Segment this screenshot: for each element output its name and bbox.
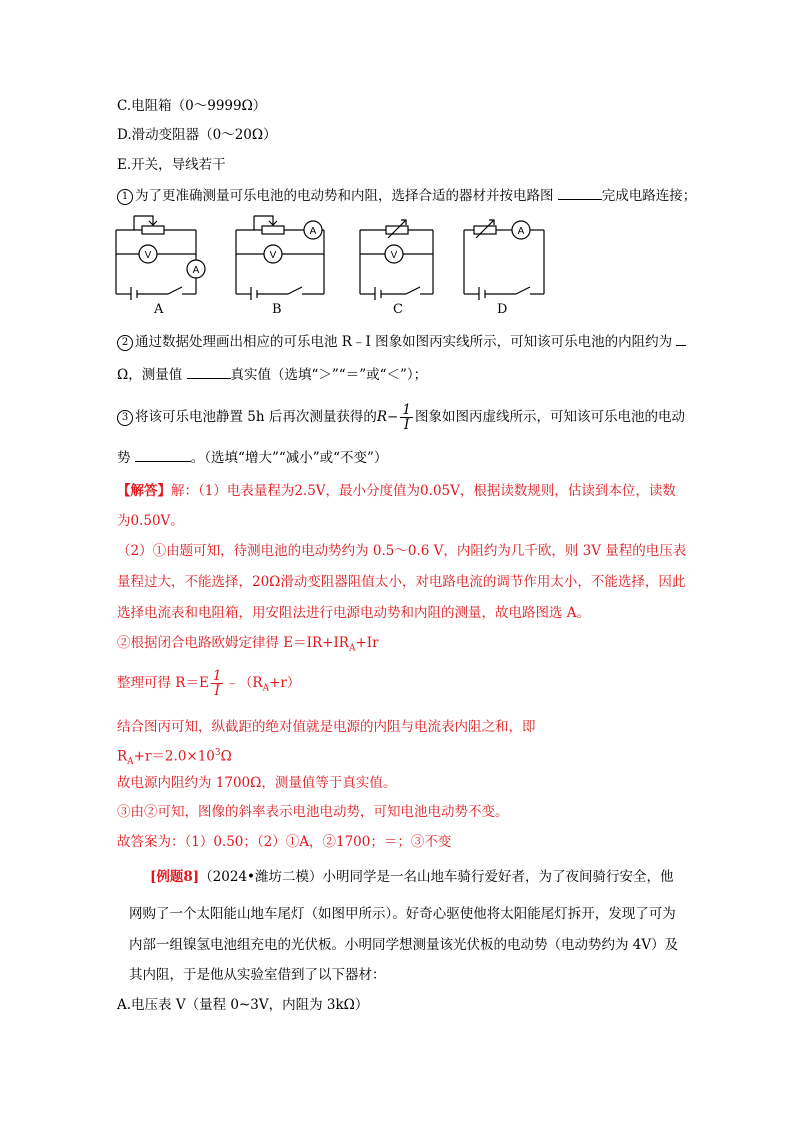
circled-number: 3 (117, 410, 133, 426)
q3-text: 将该可乐电池静置 5h 后再次测量获得的 (135, 409, 377, 425)
meter-label: V (390, 250, 398, 261)
formula-minus: − (387, 409, 399, 425)
question-2 (117, 333, 686, 351)
answer-p9: 故答案为：（1）0.50；（2）①A，②1700；＝；③不变 (117, 834, 452, 850)
answer-p8: ③由②可知，图像的斜率表示电池电动势，可知电池电动势不变。 (117, 804, 509, 820)
item-c: C.电阻箱（0～9999Ω） (117, 98, 267, 114)
q3-tail: 图象如图丙虚线所示，可知该可乐电池的电动 (414, 409, 685, 425)
formula-r: R (376, 409, 388, 425)
answer-p2a: （2）①由题可知，待测电池的电动势约为 0.5～0.6 V，内阻约为几千欧，则 3V 量程的电压表 (117, 543, 687, 559)
fraction: $\frac{1}{I}$ (402, 402, 411, 433)
answer-label: 【解答】 (117, 483, 171, 499)
fraction: $\frac{1}{I}$ (212, 668, 222, 699)
q2-line2b: 真实值（选填“＞”“＝”或“＜”）； (230, 367, 428, 383)
example-l4: 其内阻，于是他从实验室借到了以下器材： (129, 967, 386, 983)
circuit-label: B (272, 302, 282, 317)
circled-number: 1 (117, 189, 133, 205)
answer-p6: $R_A+r=2.0\times 10^3\Omega$ (117, 748, 232, 768)
q1-tail: 完成电路连接； (601, 188, 697, 204)
answer-p1a: 【解答】解：（1）电表量程为2.5V，最小分度值为0.05V，根据读数规则，估读到本位，读数 (117, 483, 676, 499)
answer-blank (558, 199, 602, 200)
q2-text: 通过数据处理画出相应的可乐电池 R﹣I 图象如图丙实线所示，可知该可乐电池的内阻约为 (135, 334, 673, 350)
question-2-line2 (117, 366, 427, 384)
example-l3: 内部一组镍氢电池组充电的光伏板。小明同学想测量该光伏板的电动势（电动势约为 4V）及 (129, 937, 679, 953)
rheostat-icon (262, 226, 284, 234)
rheostat-icon (142, 226, 164, 234)
example-l2: 网购了一个太阳能山地车尾灯（如图甲所示）。好奇心驱使他将太阳能尾灯拆开，发现了可为 (129, 906, 676, 922)
q3-line2a: 势 (117, 450, 131, 466)
circuit-label: C (393, 302, 403, 317)
answer-blank (187, 378, 231, 379)
question-3-line2 (117, 449, 387, 467)
circuit-d (464, 220, 544, 300)
example-l5: A.电压表 V（量程 0~3V，内阻为 3kΩ） (117, 997, 369, 1013)
item-e: E.开关，导线若干 (117, 157, 226, 173)
meter-label: A (192, 265, 200, 276)
meter-label: A (309, 226, 317, 237)
example-l1: [例题8]（2024•潍坊二模）小明同学是一名山地车骑行爱好者，为了夜间骑行安全，他 (150, 869, 674, 885)
answer-p5: 结合图丙可知，纵截距的绝对值就是电源的内阻与电流表内阻之和，即 (117, 719, 536, 735)
circuit-label: D (497, 302, 508, 317)
answer-p2c: 选择电流表和电阻箱，用安阻法进行电源电动势和内阻的测量，故电路图选 A。 (117, 605, 591, 621)
question-1 (117, 187, 696, 205)
resistance-box-icon (474, 226, 496, 234)
circled-number: 2 (117, 335, 133, 351)
answer-blank (676, 345, 686, 346)
circuit-diagrams (104, 214, 564, 300)
q1-text: 为了更准确测量可乐电池的电动势和内阻，选择合适的器材并按电路图 (135, 188, 554, 204)
question-3 (117, 403, 685, 432)
answer-p1b: 为0.50V。 (117, 513, 184, 529)
meter-label: V (144, 250, 152, 261)
item-d: D.滑动变阻器（0～20Ω） (117, 127, 277, 143)
answer-p7: 故电源内阻约为 1700Ω，测量值等于真实值。 (117, 775, 397, 791)
circuit-label: A (154, 302, 164, 317)
resistance-box-icon (386, 226, 408, 234)
q3-line2b: 。（选填“增大”“减小”或“不变”） (190, 450, 388, 466)
meter-label: V (269, 250, 277, 261)
answer-p3: ②根据闭合电路欧姆定律得 $E=IR+IR_A+Ir$ (117, 635, 379, 654)
example-tag: [例题8] (150, 869, 200, 885)
meter-label: A (517, 226, 525, 237)
answer-blank (135, 461, 191, 462)
answer-p4: 整理可得 R＝E $\frac{1}{I}$ $﹣(R_A+r)$ (117, 668, 301, 699)
answer-p2b: 量程过大，不能选择，20Ω滑动变阻器阻值太小，对电路电流的调节作用太小，不能选择，因此 (117, 574, 686, 590)
circuit-a (116, 216, 205, 300)
q2-line2a: Ω，测量值 (117, 367, 183, 383)
